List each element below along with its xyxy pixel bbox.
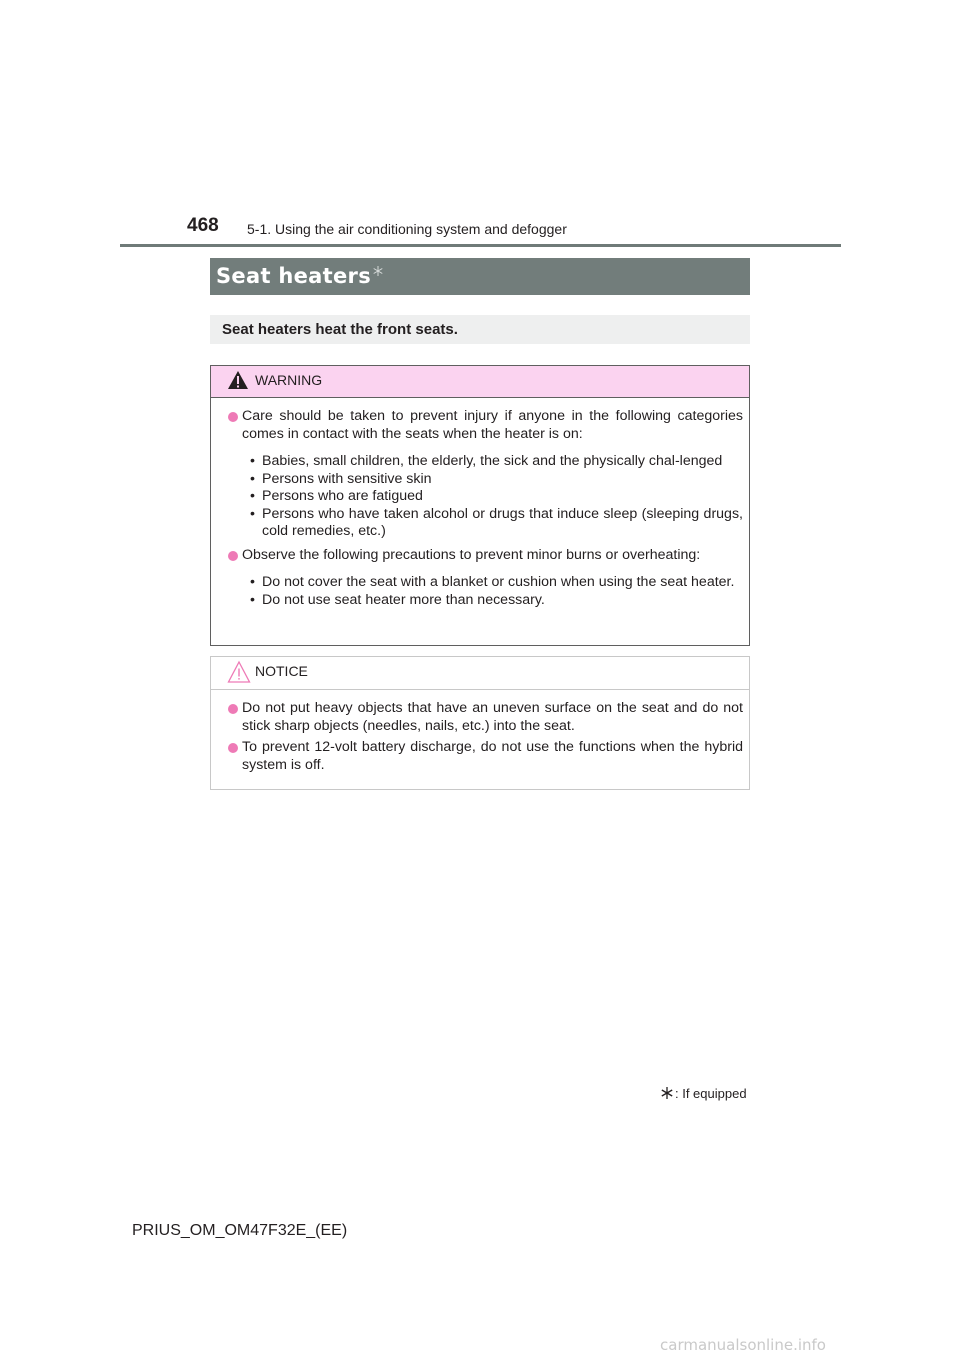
- warning-triangle-icon: [227, 370, 249, 395]
- warning-subitem-text: Do not use seat heater more than necessary.: [262, 591, 545, 608]
- warning-label: WARNING: [255, 372, 323, 388]
- watermark: carmanualsonline.info: [660, 1336, 826, 1354]
- document-code: PRIUS_OM_OM47F32E_(EE): [132, 1222, 348, 1239]
- warning-subitem: • Babies, small children, the elderly, the sick and the physically chal-lenged: [250, 453, 723, 469]
- notice-item: [216, 739, 743, 774]
- warning-subitem: • Do not use seat heater more than necessary.: [250, 591, 545, 608]
- warning-subitem-text: Persons with sensitive skin: [262, 470, 432, 487]
- notice-header: [211, 657, 749, 690]
- warning-item-text: Observe the following precautions to prevent minor burns or overheating:: [242, 546, 701, 563]
- warning-subitem: • Persons who have taken alcohol or drugs that induce sleep (sleeping drugs, cold remedies, etc.): [250, 505, 743, 539]
- warning-item: [216, 547, 743, 565]
- warning-box: [210, 365, 750, 646]
- warning-subitem: • Do not cover the seat with a blanket or cushion when using the seat heater.: [250, 574, 735, 590]
- notice-body: [211, 690, 749, 774]
- warning-subitem-text: Persons who are fatigued: [262, 488, 423, 504]
- warning-header: [211, 366, 749, 398]
- title-bar: [210, 258, 750, 295]
- intro-box: [210, 315, 750, 344]
- footnote-text: : If equipped: [675, 1086, 747, 1101]
- notice-label: NOTICE: [255, 663, 308, 679]
- asterisk-star-icon: [373, 263, 383, 281]
- header-divider: [120, 244, 841, 247]
- warning-item: [216, 408, 743, 443]
- warning-subitem-text: Babies, small children, the elderly, the sick and the physically chal-lenged: [262, 453, 723, 469]
- page-number: 468: [187, 215, 219, 236]
- warning-subitem-text: Do not cover the seat with a blanket or cushion when using the seat heater.: [262, 574, 735, 590]
- page-title: Seat heaters: [216, 264, 371, 288]
- notice-item-text: Do not put heavy objects that have an uneven surface on the seat and do not stick sharp objects (needles, nails, etc.) into the seat.: [242, 700, 743, 734]
- warning-subitem: • Persons who are fatigued: [250, 488, 423, 504]
- notice-triangle-icon: [227, 660, 251, 689]
- bullet-icon: [228, 704, 238, 714]
- notice-item-text: To prevent 12-volt battery discharge, do not use the functions when the hybrid system is off.: [242, 739, 743, 773]
- warning-item-text: Care should be taken to prevent injury if anyone in the following categories comes in contact with the seats when the heater is on:: [242, 408, 743, 442]
- warning-body: [211, 398, 749, 609]
- warning-subitem-text: Persons who have taken alcohol or drugs that induce sleep (sleeping drugs, cold remedies, etc.): [262, 505, 743, 539]
- bullet-icon: [228, 743, 238, 753]
- section-title: 5-1. Using the air conditioning system and defogger: [247, 221, 567, 237]
- asterisk-star-icon: [661, 1087, 673, 1102]
- intro-text: Seat heaters heat the front seats.: [222, 321, 458, 338]
- bullet-icon: [228, 412, 238, 422]
- footnote: [661, 1086, 747, 1102]
- warning-subitem: • Persons with sensitive skin: [250, 470, 432, 487]
- notice-item: [216, 700, 743, 735]
- notice-box: [210, 656, 750, 790]
- bullet-icon: [228, 551, 238, 561]
